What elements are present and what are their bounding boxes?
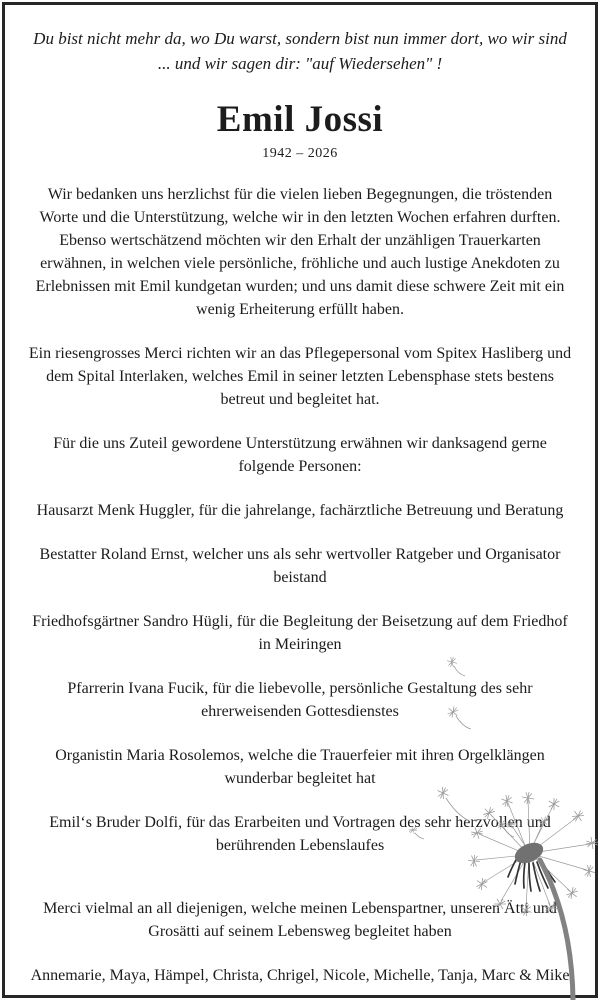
life-years: 1942 – 2026 [262, 146, 338, 161]
memorial-quote: Du bist nicht mehr da, wo Du warst, sondern bist nun immer dort, wo wir sind ... und wir sagen dir: "auf Wiedersehen" ! [33, 29, 567, 73]
thanks-item-pastor: Pfarrerin Ivana Fucik, für die liebevolle, persönliche Gestaltung des sehr ehrerweisenden Gottesdienstes [67, 680, 533, 720]
care-thanks-paragraph: Ein riesengrosses Merci richten wir an das Pflegepersonal vom Spitex Hasliberg und dem Spital Interlaken, welches Emil in seiner letzten Lebensphase stets bestens betreut und begleitet hat. [28, 345, 572, 408]
intro-paragraph: Wir bedanken uns herzlichst für die vielen lieben Begegnungen, die tröstenden Worte und die Unterstützung, welche wir in den letzten Wochen erfahren durften. Ebenso wertschätzend möchten wir den Erhalt der unzähligen Trauerkarten erwähnen, in welchen viele persönliche, fröhliche und auch lustige Anekdoten zu Erlebnissen mit Emil kundgetan wurden; und uns damit diese schwere Zeit mit ein wenig Erheiterung erfüllt haben. [35, 186, 565, 318]
thanks-item-doctor: Hausarzt Menk Huggler, für die jahrelange, fachärztliche Betreuung und Beratung [36, 502, 564, 519]
support-intro-paragraph: Für die uns Zuteil gewordene Unterstützung erwähnen wir danksagend gerne folgende Personen: [53, 435, 547, 475]
thanks-item-brother: Emil‘s Bruder Dolfi, für das Erarbeiten und Vortragen des sehr herzvollen und berührenden Lebenslaufes [49, 814, 551, 854]
deceased-name: Emil Jossi [216, 99, 384, 140]
closing-paragraph: Merci vielmal an all diejenigen, welche meinen Lebenspartner, unseren Ätti und Grosätti auf seinem Lebensweg begleitet haben [43, 900, 557, 940]
notice-body [28, 183, 572, 987]
family-names: Annemarie, Maya, Hämpel, Christa, Chrigel, Nicole, Michelle, Tanja, Marc & Mike [30, 967, 570, 984]
thanks-item-undertaker: Bestatter Roland Ernst, welcher uns als sehr wertvoller Ratgeber und Organisator beistand [39, 546, 561, 586]
thanks-item-gardener: Friedhofsgärtner Sandro Hügli, für die Begleitung der Beisetzung auf dem Friedhof in Meiringen [32, 613, 568, 653]
thanks-item-organist: Organistin Maria Rosolemos, welche die Trauerfeier mit ihren Orgelklängen wunderbar begleitet hat [55, 747, 545, 787]
